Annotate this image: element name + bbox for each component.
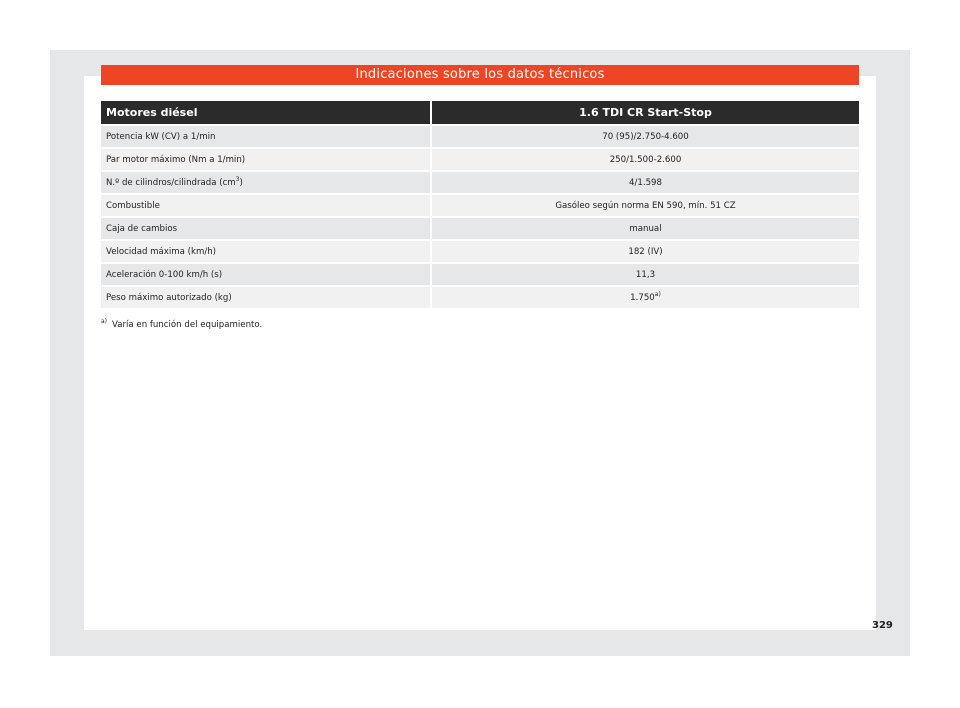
footnote-reference: a) — [654, 290, 661, 298]
table-row — [101, 147, 859, 170]
row-label: Par motor máximo (Nm a 1/min) — [101, 147, 432, 170]
row-label: Combustible — [101, 193, 432, 216]
row-label — [101, 170, 432, 193]
row-label: Potencia kW (CV) a 1/min — [101, 124, 432, 147]
footnote — [101, 318, 262, 330]
superscript-unit: 3 — [235, 175, 240, 183]
table-header-row — [101, 101, 859, 124]
row-label: Velocidad máxima (km/h) — [101, 239, 432, 262]
row-value: Gasóleo según norma EN 590, mín. 51 CZ — [432, 193, 859, 216]
section-title: Indicaciones sobre los datos técnicos — [101, 65, 859, 85]
footnote-marker: a) — [101, 318, 108, 325]
row-value: 4/1.598 — [432, 170, 859, 193]
row-value: 11,3 — [432, 262, 859, 285]
row-value: 70 (95)/2.750-4.600 — [432, 124, 859, 147]
row-value: 250/1.500-2.600 — [432, 147, 859, 170]
row-label: Peso máximo autorizado (kg) — [101, 285, 432, 308]
table-row — [101, 285, 859, 308]
row-value: manual — [432, 216, 859, 239]
table-row — [101, 216, 859, 239]
row-label-text: N.º de cilindros/cilindrada (cm — [106, 177, 236, 188]
row-value-text: 1.750 — [630, 292, 655, 303]
table-row — [101, 170, 859, 193]
footnote-text: Varía en función del equipamiento. — [112, 319, 263, 330]
row-label-suffix: ) — [239, 177, 243, 188]
table-row — [101, 239, 859, 262]
column-header-engine-model: 1.6 TDI CR Start-Stop — [432, 101, 859, 124]
table-row — [101, 262, 859, 285]
technical-data-table — [101, 101, 859, 308]
table-row — [101, 193, 859, 216]
row-value: 182 (IV) — [432, 239, 859, 262]
row-label: Aceleración 0-100 km/h (s) — [101, 262, 432, 285]
row-label: Caja de cambios — [101, 216, 432, 239]
column-header-engine-type: Motores diésel — [101, 101, 432, 124]
page-number: 329 — [872, 620, 893, 631]
table-row — [101, 124, 859, 147]
row-value — [432, 285, 859, 308]
